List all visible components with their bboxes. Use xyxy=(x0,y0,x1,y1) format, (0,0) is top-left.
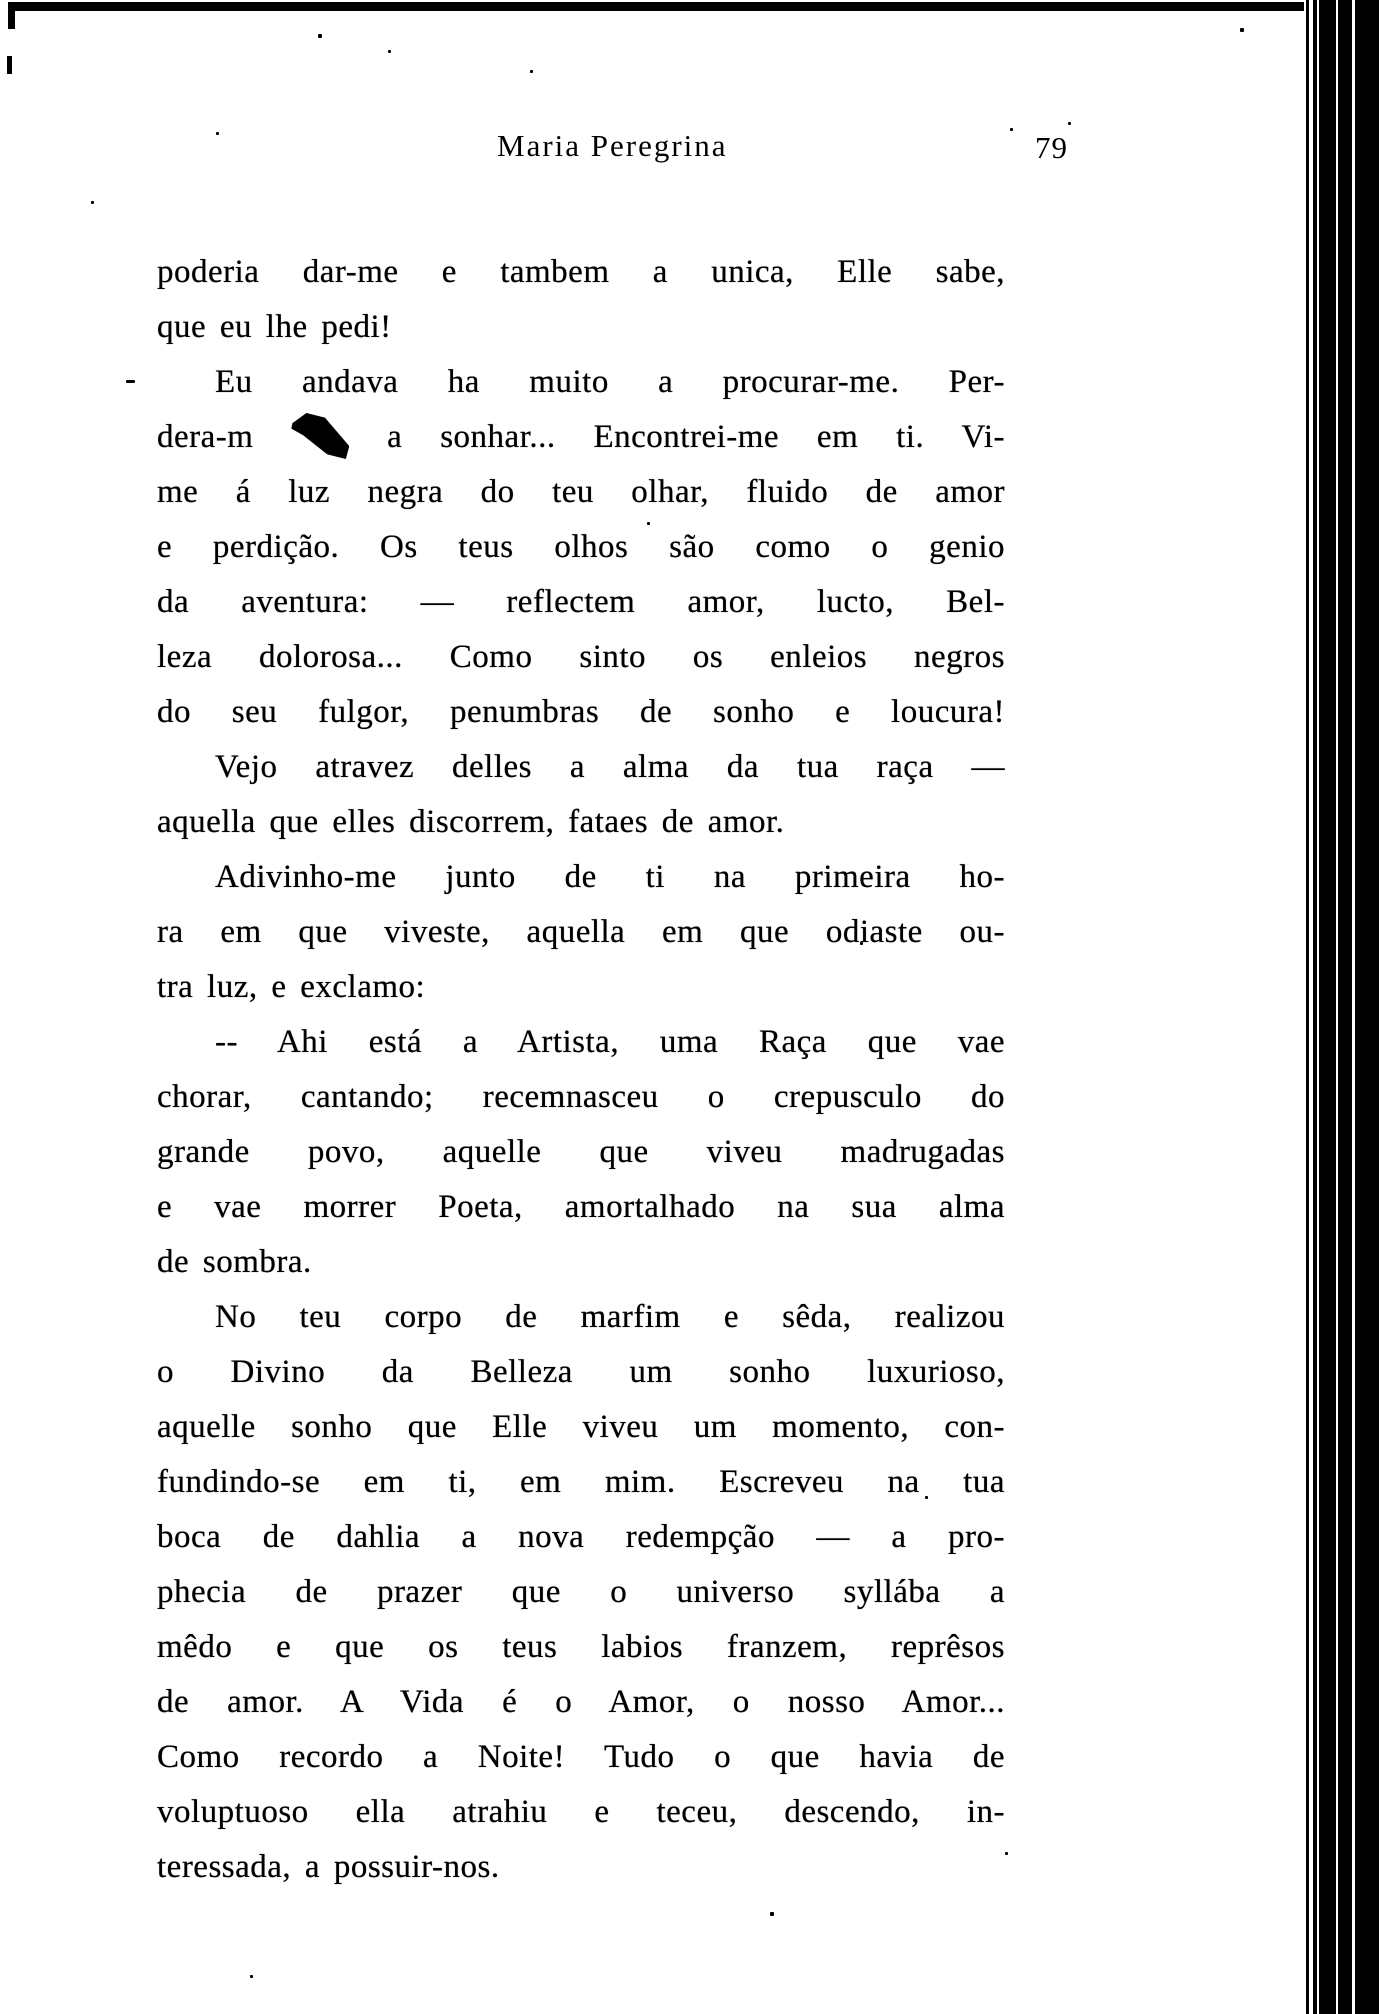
noise-speck xyxy=(1005,1852,1008,1855)
text-line: me á luz negra do teu olhar, fluido de amor xyxy=(157,474,1005,510)
running-title: Maria Peregrina xyxy=(497,128,728,163)
text-line: Vejo atravez delles a alma da tua raça — xyxy=(215,749,1005,785)
text-line: grande povo, aquelle que viveu madrugadas xyxy=(157,1134,1005,1170)
noise-speck xyxy=(530,70,533,73)
noise-speck xyxy=(388,50,391,53)
text-line: leza dolorosa... Como sinto os enleios negros xyxy=(157,639,1005,675)
text-line: e perdição. Os teus olhos são como o genio xyxy=(157,529,1005,565)
text-line: chorar, cantando; recemnasceu o crepusculo do xyxy=(157,1079,1005,1115)
noise-speck xyxy=(250,1975,253,1978)
text-line: de amor. A Vida é o Amor, o nosso Amor... xyxy=(157,1684,1005,1720)
text-line: da aventura: — reflectem amor, lucto, Bel- xyxy=(157,584,1005,620)
text-line: dera-m a sonhar... Encontrei-me em ti. Vi- xyxy=(157,410,1005,465)
text-line: e vae morrer Poeta, amortalhado na sua alma xyxy=(157,1189,1005,1225)
scan-edge-left-blob xyxy=(7,56,12,74)
page-number: 79 xyxy=(1035,130,1068,165)
text-line: Como recordo a Noite! Tudo o que havia de xyxy=(157,1739,1005,1775)
ink-blot xyxy=(291,413,349,459)
text-line: de sombra. xyxy=(157,1244,312,1280)
text-line: do seu fulgor, penumbras de sonho e loucura! xyxy=(157,694,1005,730)
text-line: -- Ahi está a Artista, uma Raça que vae xyxy=(215,1024,1005,1060)
text-line: ra em que viveste, aquella em que odiaste ou- xyxy=(157,914,1005,950)
text-line: o Divino da Belleza um sonho luxurioso, xyxy=(157,1354,1005,1390)
text-line: Eu andava ha muito a procurar-me. Per- xyxy=(215,364,1005,400)
text-line: que eu lhe pedi! xyxy=(157,309,392,345)
text-line: poderia dar-me e tambem a unica, Elle sabe, xyxy=(157,254,1005,290)
noise-speck xyxy=(770,1912,774,1916)
noise-speck xyxy=(216,132,219,135)
text-line: aquelle sonho que Elle viveu um momento, con- xyxy=(157,1409,1005,1445)
noise-speck xyxy=(1010,128,1013,131)
scan-edge-left-tick xyxy=(8,2,15,29)
noise-speck xyxy=(126,380,135,383)
text-line: boca de dahlia a nova redempção — a pro- xyxy=(157,1519,1005,1555)
text-line: voluptuoso ella atrahiu e teceu, descendo, in- xyxy=(157,1794,1005,1830)
text-line: teressada, a possuir-nos. xyxy=(157,1849,500,1885)
noise-speck xyxy=(1240,28,1244,32)
book-binding-edge xyxy=(1304,0,1379,2014)
text-line: Adivinho-me junto de ti na primeira ho- xyxy=(215,859,1005,895)
text-line: aquella que elles discorrem, fataes de amor. xyxy=(157,804,785,840)
noise-speck xyxy=(91,201,94,204)
text-line: No teu corpo de marfim e sêda, realizou xyxy=(215,1299,1005,1335)
text-line: tra luz, e exclamo: xyxy=(157,969,426,1005)
noise-speck xyxy=(1068,122,1071,125)
text-line: phecia de prazer que o universo syllába a xyxy=(157,1574,1005,1610)
text-line: fundindo-se em ti, em mim. Escreveu na tua xyxy=(157,1464,1005,1500)
text-block xyxy=(157,245,1005,1895)
noise-speck xyxy=(318,34,322,38)
scan-edge-top xyxy=(8,2,1379,11)
text-line: mêdo e que os teus labios franzem, reprêsos xyxy=(157,1629,1005,1665)
